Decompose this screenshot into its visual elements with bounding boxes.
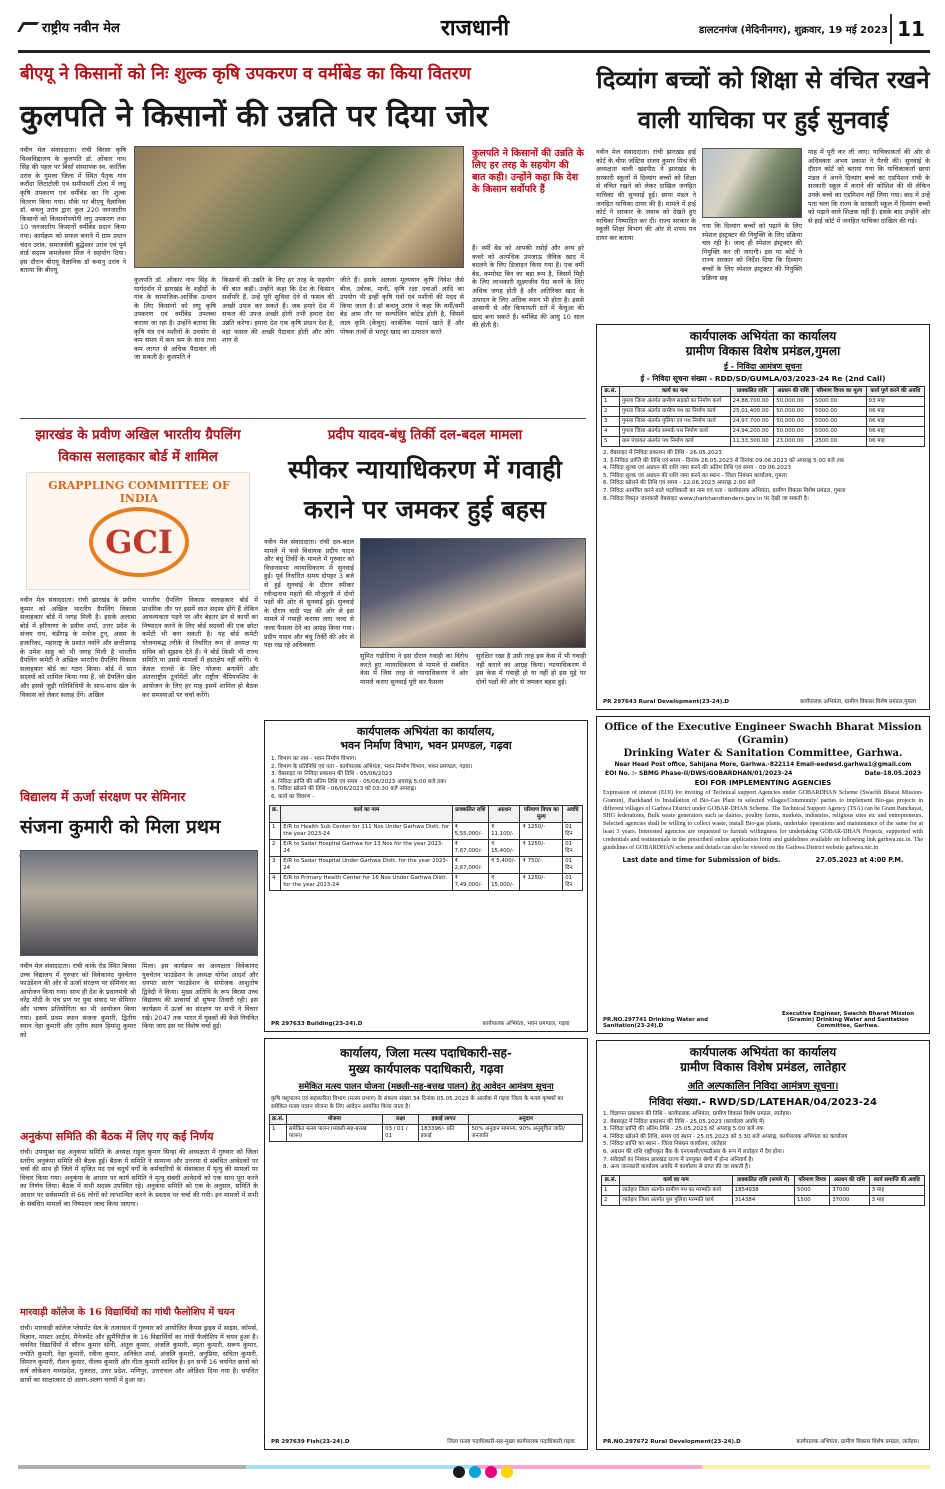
story5-headline: संजना कुमारी को मिला प्रथम (20, 816, 221, 838)
tender4-footer-right: जिला मत्स्य पदाधिकारी-सह-मुख्य कार्यपालक पदाधिकारी,गढ़वा (447, 1439, 575, 1445)
story2-headline: दिव्यांग बच्चों को शिक्षा से वंचित रखने वाली याचिका पर हुई सुनवाई (596, 65, 930, 134)
tender2-header-3: अग्रधन (489, 805, 520, 822)
tender3-eoi-row (605, 770, 921, 777)
story2-col1: नवीन मेल संवाददाता। रांची झारखंड हाई कोर्ट के चीफ जस्टिस संजय कुमार मिश्र की अध्यक्षता वाली खंडपीठ ने झारखंड के सरकारी स्कूलों में दिव्यांग बच्चों को शिक्षा से वंचित रखने को लेकर दाखिल जनहित याचिका की सुनवाई हुई। छाया मंडल ने जनहित याचिका दायर की है। मामले में हाई कोर्ट ने सरकार के जवाब को देखते हुए याचिका निष्पादित कर दी। राज्य सरकार के स्कूली शिक्षा विभाग की ओर से शपथ पत्र दायर कर बताया (596, 148, 696, 242)
tender1-note-line-6: 8. निविदा विस्तृत जानकारी वेबसाइट www.jharkhandtenders.gov.in पर देखी जा सकती है। (603, 495, 809, 502)
tender2-cell-0-2: ₹ 5,55,000/- (452, 822, 488, 839)
tender2-line-1: 2. विभाग के प्रतिनिधि एवं पता - कार्यपालक अभियंता, भवन निर्माण विभाग, भवन प्रमण्डल, गढ़वा। (271, 763, 473, 770)
tender2-title1: कार्यपालक अभियंता का कार्यालय, (356, 725, 496, 738)
tender1-title1: कार्यपालक अभियंता का कार्यालय (689, 329, 837, 343)
tender5-line-4: 5. निविदा प्राप्ति का स्थान - जिला निबंधन कार्यालय, लातेहार (603, 1141, 727, 1148)
story3-logo-text: GRAPPLING COMMITTEE OF INDIA (48, 479, 230, 505)
tender1-footer-left: PR 297643 Rural Development(23-24).D (603, 699, 730, 705)
tender1-header-1: कार्य का नाम (619, 387, 730, 397)
tender1-cell-3-4: 5000.00 (812, 427, 866, 437)
tender3-eoi-date: Date-18.05.2023 (864, 770, 921, 777)
story1-col4: जीते हैं। इसके अलावा मूल्यवान कृषि निवेश जैसे बीज, उर्वरक, पानी, कृषि रक्षा दवाओं आदि का उपयोग भी इन्हीं कृषि यंत्रों एवं मशीनों की मदद से किया जाता है। डॉ बन्धनु उरांव ने कहा कि वर्मी/वर्मी बेड आम तौर पर सल्पोलिन कोटेड होती है, जिसमें लाल कृमि (केंचुए) कार्बनिक पदार्थ खाते हैं और पोषक तत्वों से भरपूर खाद का उत्पादन करते (340, 276, 464, 336)
masthead-logo-text: राष्ट्रीय नवीन मेल (42, 21, 120, 36)
story2-col3: माह में पूरी कर ली जाए। याचिकाकर्ता की ओर से अधिवक्ता अभय प्रकाश ने पैरवी की। सुनवाई के दौरान कोर्ट को बताया गया कि याचिकाकर्ता छाया मंडल ने अपने दिव्यांग बच्चे का एडमिशन रांची के सरकारी स्कूल में कराने की कोशिश की थी लेकिन उनके बच्चे का एडमिशन नहीं लिया गया। बाद में उन्हें पता चला कि राज्य के सरकारी स्कूल में दिव्यांग बच्चों को पढ़ाने वाले शिक्षक नहीं हैं। इसके बाद उन्होंने ओर से हाई कोर्ट में जनहित याचिका दाखिल की गई। (808, 148, 930, 225)
story2-col2: गया कि दिव्यांग बच्चों को पढ़ाने के लिए स्पेशल इंस्ट्रक्टर की नियुक्ति के लिए प्रक्रिया चल रही है। जल्द ही स्पेशल इंस्ट्रक्टर की नियुक्ति कर ली जाएगी। इस पर कोर्ट ने राज्य सरकार को निर्देश दिया कि दिव्यांग बच्चों के लिए स्पेशल इंस्ट्रक्टर की नियुक्ति प्रक्रिया छह (702, 222, 802, 282)
tender5-title2: ग्रामीण विकास विशेष प्रमंडल, लातेहार (680, 1060, 846, 1074)
tender5-line-0: 1. विज्ञापन प्रकाशन की तिथि - कार्यपालक अभियंता, ग्रामीण विकास विशेष प्रमंडल, लातेहार। (603, 1111, 792, 1117)
tender3-lastdate: 27.05.2023 at 4:00 P.M. (815, 856, 904, 865)
story4-col3: सुरक्षित रखा है उसी तरह इस केस में भी गवाही नहीं कराने का आग्रह किया। न्यायाधिकरण में इस केस में गवाही हो या नहीं हो इस मुद्दे पर दोनों पक्षों की ओर से जमकर बहस हुई। (476, 652, 586, 686)
tender1-title2: ग्रामीण विकास विशेष प्रमंडल,गुमला (685, 344, 841, 358)
tender5-cell-1-0: 2 (602, 1195, 620, 1205)
tender5-title1: कार्यपालक अभियंता का कार्यालय (689, 1045, 837, 1059)
tender1-cell-4-4: 2500.00 (812, 437, 866, 447)
story1-col3: किसानों की उन्नति के लिए हर तरह के सहयोग की बात कही। उन्होंने कहा कि देश के किसान सर्वोपरि हैं, उन्हें पूरी सुविधा देने से फसल की अच्छी उपज कर सकते हैं। जब हमारे देश में सफल की उपज अच्छी होगी तभी हमारा देश उन्नति करेगा। हमारा देश एक कृषि प्रधान देश है, वहां फसल की अच्छी पैदावार होती और लोग शान से (222, 276, 334, 345)
tender1-cell-3-1: गुमला जिला अंतर्गत सम्पर्क पथ निर्माण कार्य (619, 427, 730, 437)
tender1-cell-2-4: 5000.00 (812, 417, 866, 427)
tender1-cell-2-5: 06 माह (866, 417, 924, 427)
tender1-note-line-5: 7. निविदा आमंत्रित करने वाले पदाधिकारी का नाम एवं पता - कार्यपालक अभियंता, ग्रामीण विकास विशेष प्रमंडल, गुमला (603, 487, 846, 494)
tender3-eoi-title: EOI FOR IMPLEMENTING AGENCIES (694, 779, 832, 787)
tender2-lines (271, 756, 581, 802)
tender1-cell-0-4: 5000.00 (812, 397, 866, 407)
tender5-cell-1-2: 314384 (732, 1195, 794, 1205)
tender4-header-4: अनुदान (469, 1115, 583, 1125)
tender4-header-3: इकाई लागत (418, 1115, 469, 1125)
story3-col2: भारतीय ग्रैपलिंग विकास सलाहकार बोर्ड में प्राथमिक तौर पर इसमें सात सदस्य होंगे हैं लेकिन आवश्यकता पड़ने पर और बेहतर ढंग से कार्यों का निष्पादन करने के लिए बोर्ड सदस्यों की एक छोटा कमेटी भी बना सकती है। यह बोर्ड कमेटी योजनाबद्ध तरीके से निर्धारित रूप से अध्यक्ष या सचिव को सुझाव देते हैं। ये बोर्ड किसी भी राज्य समिति या उससे मामलों में हस्तक्षेप नहीं करेंगे। ये केवल राज्यों के लिए योजना बनायेंगे और अंतरराष्ट्रीय टूर्नामेंटों और राष्ट्रीय चैंपियनशिप के आयोजन के लिए हर माह इसमें शामिल हो बैठक कर समस्याओं पर चर्चा करेंगे। (142, 596, 258, 699)
table-row (270, 873, 583, 890)
table-row (602, 397, 925, 407)
story1-divider (20, 418, 586, 419)
tender4-cell-0-3: 183396/- प्रति इकाई (418, 1125, 469, 1142)
tender1-subtitle: ई - निविदा आमंत्रण सूचना (724, 362, 802, 371)
tender5-header-3: परिमाण विपत्र (794, 1175, 829, 1185)
tender5-header-2: प्राक्कलित राशि (रूपये में) (732, 1175, 794, 1185)
story1-col2: कुलपति डॉ. ओंकार नाथ सिंह के मार्गदर्शन में झारखंड के शहीदों के गांव के सामाजिक-आर्थिक उत्थान के लिए किसानों को लघु कृषि उपकरण एवं वर्मीबेड उपलब्ध कराया जा रहा है। उन्होंने बताया कि कृषि यंत्र एवं मशीनों के उपयोग से कम समय में कम श्रम के साथ तथा कम लागत से अधिक पैदावार ली जा सकती है। कुलपति ने (134, 276, 216, 362)
tender4-cell-0-0: 1 (270, 1125, 287, 1142)
tender1-table-wrap (601, 386, 925, 447)
tender1-cell-1-0: 2 (602, 407, 620, 417)
story5-col2: मिला। इस कार्यक्रम का अध्यक्षता विवेकानंद युवचेतन फाउंडेशन के अध्यक्ष योगेश आदर्श और धनपत सारंग फाउंडेशन के संयोजक आशुतोष द्विवेदी ने किया। मुख्य अतिथि के रूप बिरसा उच्च विद्यालय की प्राचार्या डॉ सुषमा तिवारी रही। इस कार्यक्रम में ऊर्जा का संरक्षण पर सभी ने विचार रखे। 2047 तक भारत में युवकों की कैसे नियंत्रित किया जाए इस पर विशेष चर्चा हुई। (142, 962, 258, 1031)
tender5-header-0: क्र.सं. (602, 1175, 620, 1185)
tender5-header-4: अग्रधन की राशि (830, 1175, 869, 1185)
table-row (602, 407, 925, 417)
tender5-footer-left: PR.NO.297672 Rural Development(23-24).D (603, 1439, 741, 1445)
tender5-cell-1-3: 1500 (794, 1195, 829, 1205)
table-row (602, 427, 925, 437)
tender5-cell-0-5: 3 माह (869, 1185, 924, 1195)
story1-photo (134, 146, 464, 268)
tender5-line-6: 7. संवेदकों का निबंधन झारखंड राज्य में उपयुक्त श्रेणी में होना अनिवार्य है। (603, 1156, 754, 1163)
table-row (270, 856, 583, 873)
story1-headline: कुलपति ने किसानों की उन्नति पर दिया जोर (20, 99, 489, 134)
tender2-line-2: 3. वेबसाइट पर निविदा प्रकाशन की तिथि - 05/06/2023 (271, 771, 393, 778)
story1-pullquote: कुलपति ने किसानों की उन्नति के लिए हर तरह के सहयोग की बात कही। उन्होंने कहा कि देश के किसान सर्वोपरि हैं (472, 148, 584, 195)
tender5-line-3: 4. निविदा खोलने की तिथि, समय एवं स्थान - 25.05.2023 को 3.30 बजे अपराह्न, कार्यपालक अभियंता का कार्यालय (603, 1133, 848, 1140)
tender5-line-1: 2. वेबसाइट में निविदा प्रकाशन की तिथि - 25.05.2023 (कार्यालय अवधि में) (603, 1118, 765, 1125)
tender1-header-0: क्र.सं. (602, 387, 620, 397)
tender1-cell-0-5: 03 माह (866, 397, 924, 407)
story4-photo (360, 538, 586, 648)
tender4-header-1: योजना (286, 1115, 382, 1125)
tender1-ref: ई - निविदा सूचना संख्या - RDD/SD/GUMLA/03/2023-24 Re (2nd Call) (640, 374, 886, 383)
story4-col1: नवीन मेल संवाददाता। रांची दल-बदल मामले में फंसे विधायक प्रदीप यादव और बंधु तिर्की के मामले में गुरुवार को विधानसभा न्यायाधिकरण में सुनवाई हुई। पूर्व निर्धारित समय दोपहर 3 बजे से हुई सुनवाई के दौरान स्पीकर रवीन्द्रनाथ महतो की मौजूदगी में दोनों पक्षों की ओर से सुनवाई हुई। सुनवाई के दौरान वादी पक्ष की ओर से इस मामले में गवाही कराया जाए जल्द से जल्द फैसला देने का आग्रह किया गया। प्रदीप यादव और बंधु तिर्की की ओर से पक्ष रख रहे अधिवक्ता (264, 538, 354, 650)
dateline: डालटनगंज (मेदिनीनगर), शुक्रवार, 19 मई 2023 (698, 25, 888, 36)
tender2-cell-3-4: ₹ 1250/- (520, 873, 563, 890)
tender4-table (269, 1114, 583, 1142)
tender2-cell-2-5: 01 दिन (563, 856, 583, 873)
tender1-cell-4-2: 11,33,300.00 (730, 437, 774, 447)
tender5-table (601, 1175, 925, 1206)
tender1-cell-2-3: 50,000.00 (774, 417, 813, 427)
tender2-cell-2-3: ₹ 5,400/- (489, 856, 520, 873)
tender2-line-4: 5. निविदा खोलने की तिथि - 06/06/2023 को 03:30 बजे अपराह्न। (271, 786, 417, 793)
tender4-cell-0-4: 50% अनुदान सामान्य, 90% अनुसूचित जाति/जनजाति (469, 1125, 583, 1142)
table-row (270, 822, 583, 839)
story1-col1: नवीन मेल संवाददाता। रांची बिरसा कृषि विश्वविद्यालय के कुलपति डॉ. ओंकार नाथ सिंह की पहल पर बिर्सा संस्थापक स्व. कार्तिक उरांव के गुमला जिला में स्थित पैतृक गांव करौंदा लिटाटोली एवं समीपवर्ती टोला में लघु कृषि उपकरण एवं वर्मीबेड का निः शुल्क वितरण किया गया। मौके पर बीएयू वैज्ञानिक डॉ. बन्धनु उरांव द्वारा कुल 220 जनजातीय किसानों को किसानोपयोगी लघु उपकरण तथा 10 जनजातीय किसानों वर्मीबेड प्रदान किया गया। कार्यक्रम को सफल बनाने में ग्राम प्रधान चंदन उरांव, समाजसेवी बुद्धेश्वर उरांव एवं पूर्व वार्ड सदस्य कमलेश्वर मिंज ने सहयोग दिया। इस दौरान बीएयू वैज्ञानिक डॉ बन्धनु उरांव ने बताया कि बीएयू (20, 146, 126, 275)
tender2-footer-left: PR 297633 Building(23-24).D (271, 1021, 363, 1027)
story4-kicker: प्रदीप यादव-बंधु तिर्की दल-बदल मामला (327, 428, 523, 443)
tender1-cell-2-2: 24,97,700.00 (730, 417, 774, 427)
tender5-cell-1-4: 37000 (830, 1195, 869, 1205)
dot-cyan (469, 1466, 481, 1478)
dot-magenta (485, 1466, 497, 1478)
tender1-header-2: प्राक्कलित राशि (730, 387, 774, 397)
tender3-footer-left: PR.NO.297741 Drinking Water and Sanitation(23-24).D (603, 1017, 708, 1029)
tender4-cell-0-1: समेकित मत्स्य पालन (मछली-सह-बत्तख पालन) (286, 1125, 382, 1142)
story4-headline: स्पीकर न्यायाधिकरण में गवाही कराने पर जमकर हुई बहस (288, 455, 562, 524)
tender2-cell-1-4: ₹ 1250/- (520, 839, 563, 856)
tender1-cell-3-5: 06 माह (866, 427, 924, 437)
tender2-cell-0-1: E/R to Health Sub Center for 111 Nos Under Garhwa Distt. for the year 2023-24 (281, 822, 452, 839)
tender5-ref: निविदा संख्या.- RWD/SD/LATEHAR/04/2023-24 (649, 1097, 877, 1108)
section-title: राजधानी (440, 15, 510, 41)
tender2-cell-0-3: ₹ 11,100/- (489, 822, 520, 839)
story7-body: रांची। मारवाड़ी कॉलेज प्लेसमेंट सेल के तत्वाधान में गुरुवार को आयोजित कैंपस ड्राइव में साइंस, कॉमर्स, विज्ञान, मास्टर आर्ट्स, मैनेजमेंट और ह्यूमैनिटीज के 16 विद्यार्थियों का गांधी फैलोशिप में चयन हुआ है। चयनित विद्यार्थियों में सौरभ कुमार सोनी, अतुल कुमार, अंजलि कुमारी, स्मृता कुमारी, सरूप कुमार, ज्योति कुमारी, नेहा कुमारी, रवीना कुमार, अनिकेत शर्मा, अंजलि कुमारी, अनुप्रिया, सचिता कुमारी, सिमरन कुमारी, रौशन कुमार, नीलम कुमारी और गीता कुमारी शामिल हैं। इन सभी 16 चयनित छात्रों को कर्ष लोकेशन मध्यप्रदेश, गुजरात, उत्तर प्रदेश, मणिपुर, उत्तरांचल और ओडिशा दिया गया है। चयनित छात्रों का साक्षात्कार दो अलग-अलग चरणों में हुआ था। (20, 1324, 258, 1384)
tender2-box (264, 720, 588, 1032)
tender5-cell-0-0: 1 (602, 1185, 620, 1195)
table-row (270, 839, 583, 856)
bird-icon (17, 22, 39, 32)
tender2-line-5: 6. कार्य का विवरण - (271, 793, 315, 800)
tender5-table-wrap (601, 1175, 925, 1206)
table-row (602, 1195, 925, 1205)
tender2-line-0: 1. विभाग का नाम - भवन निर्माण विभाग। (271, 756, 357, 762)
print-color-strip (18, 1458, 930, 1476)
tender1-box (596, 324, 930, 710)
story3-logo-letters: GCI (89, 507, 189, 577)
tender3-lastdate-label: Last date and time for Submission of bids. (622, 856, 781, 865)
tender1-cell-1-5: 06 माह (866, 407, 924, 417)
tender2-cell-1-0: 2 (270, 839, 281, 856)
tender1-note-line-4: 6. निविदा खोलने की तिथि एवं समय - 12.06.2023 अपराह्न 2:00 बजे (603, 480, 755, 487)
tender1-cell-3-0: 4 (602, 427, 620, 437)
story2-photo (702, 148, 802, 218)
tender1-cell-4-3: 23,000.00 (774, 437, 813, 447)
tender3-eoi-no: EOI No. :- SBMG Phase-II/DWS/GOBARDHAN/01/2023-24 (605, 770, 793, 777)
tender1-cell-0-1: गुमला जिला अंतर्गत ग्रामीण सड़कों का निर्माण कार्य (619, 397, 730, 407)
tender1-cell-4-0: 5 (602, 437, 620, 447)
story5-kicker: विद्यालय में ऊर्जा संरक्षण पर सेमिनार (20, 789, 186, 804)
tender1-table (601, 386, 925, 447)
tender1-note-line-3: 5. निविदा शुल्क एवं अग्रधन की राशि जमा करने का स्थान - जिला निबंधन कार्यालय, गुमला (603, 472, 787, 479)
tender1-cell-0-0: 1 (602, 397, 620, 407)
tender1-note-line-2: 4. निविदा शुल्क एवं अग्रधन की राशि जमा करने की अंतिम तिथि एवं समय - 09.06.2023 (603, 465, 791, 472)
tender4-footer-left: PR 297639 Fish(23-24).D (271, 1439, 350, 1445)
tender2-cell-0-5: 01 दिन (563, 822, 583, 839)
tender2-cell-3-0: 4 (270, 873, 281, 890)
tender2-footer-right: कार्यपालक अभियंता, भवन प्रमण्डल, गढ़वा (482, 1021, 570, 1027)
tender4-title2: मुख्य कार्यपालक पदाधिकारी, गढ़वा (348, 1062, 504, 1076)
table-row (602, 437, 925, 447)
story1-col5: हैं। वर्मी बेड को आपकी रसोई और अन्य हरे कचरे को अत्यधिक उपजाऊ जैविक खाद में बदलने के लिए डिजाइन किया गया है। एक वर्मी बेड, कम्पोस्ट बिन का बड़ा रूप है, जिसमें मिट्टी के लिए लाभकारी सूक्ष्मजीव पैदा करने के लिए अधिक जगह होती है और अतिरिक्त खाद के उत्पादन के लिए अधिक स्थान भी होता है। इससे आसानी से और किफायती दरों में केंचुआ की खाद बना सकते हैं। वर्मीबेड की आयु 10 साल की होती है। (472, 244, 584, 330)
tender2-cell-3-5: 01 दिन (563, 873, 583, 890)
tender2-cell-1-5: 01 दिन (563, 839, 583, 856)
tender2-cell-2-2: ₹ 2,67,000/- (452, 856, 488, 873)
tender1-note-line-1: 3. ई-निविदा प्राप्ति की तिथि एवं समय - दिनांक 26.05.2023 से दिनांक 09.06.2023 को अपराह्न 5:00 बजे तक (603, 457, 845, 464)
tender1-cell-4-1: ग्राम पंचायत अंतर्गत पथ निर्माण कार्य (619, 437, 730, 447)
dot-black (453, 1466, 465, 1478)
tender4-box (264, 1038, 588, 1450)
tender5-lines (603, 1111, 923, 1172)
tender1-cell-2-0: 3 (602, 417, 620, 427)
tender1-cell-0-2: 24,88,700.00 (730, 397, 774, 407)
story3-headline: झारखंड के प्रवीण अखिल भारतीय ग्रैपलिंग विकास सलाहकार बोर्ड में शामिल (35, 427, 241, 465)
tender2-cell-0-4: ₹ 1250/- (520, 822, 563, 839)
registration-dots (438, 1461, 528, 1473)
tender1-cell-4-5: 06 माह (866, 437, 924, 447)
masthead-logo (20, 12, 140, 46)
tender2-line-3: 4. निविदा प्राप्ति की अंतिम तिथि एवं समय - 05/06/2023 अपराह्न 5:00 बजे तक। (271, 778, 447, 785)
tender3-body: Expression of interest (EOI) for inviting of Technical support Agencies under GOBARDHAN Scheme (Swachh Bharat Mission-Gramin), Jharkhand to Installation of Bio-Gas Plant in selected villages/Community/ parties to implement Bio-gas projects in different villages of Garhwa District under GOBAR-DHAN Scheme. The Technical Support Agency (TSA) can be Gram Panchayat, SHG federations, Bulk waste generators such as dairies, poultry farms, markets, industries, religious sites etc and entrepreneurs. Selected agencies shall be willing to collect waste, install Bio-gas plants, undertake operations and maintenance of the same for at least 3 years. Interested agencies are requested to furnish willingness for undertaking GOBAR-DHAN Projects, supported with credentials and testimonials in the prescribed online application form and guidelines available on following link garhwa.nic.in. The guidelines of GOBARDHAN scheme and details can also be viewed on the Garhwa District website garhwa.nic.in (603, 790, 923, 851)
tender1-cell-3-3: 50,000.00 (774, 427, 813, 437)
tender2-table-wrap (269, 805, 583, 891)
tender5-header-5: कार्य समाप्ति की अवधि (869, 1175, 924, 1185)
tender3-address: Near Head Post office, Sahijana More, Garhwa.-822114 Email-eedwsd.garhwa1@gmail.com (614, 762, 912, 768)
tender1-header-5: कार्य पूर्ण करने की अवधि (866, 387, 924, 397)
tender2-cell-0-0: 1 (270, 822, 281, 839)
story6-body: रांची। उपायुक्त सह अनुकंपा समिति के अध्यक्ष राहुल कुमार सिन्हा की अध्यक्षता में गुरुवार को जिला स्तरीय अनुकंपा समिति की बैठक हुई। बैठक में समिति ने सामान्य और उत्तरमा से संबंधित आवेदकों पर चर्चा की साथ ही जिले में सृजित पद एवं चतुर्थ वर्गों के कर्मचारियों के सेवाकाल में मृत्यु की मामलों पर विचार किया गया। अनुकंपा के आधार पर कार्य समिति ने मृत्यु संबंधी आवेदनों को एक साथ पूरा करने का निर्णय लिया। बैठक में सभी सदस्य उपस्थित रहे। अनुकंपा समिति को एक के अनुसार, समिति के आधार पर सर्वसम्मति से 66 लोगों को लाभान्वित करने के प्रस्ताव पर चर्चा की गयी। इन मामलों में सभी के संबंधित मामलों का निष्पादन जल्द किया जाएगा। (20, 1148, 258, 1208)
tender4-title1: कार्यालय, जिला मत्स्य पदाधिकारी-सह- (340, 1046, 512, 1060)
tender4-header-2: लक्ष्य (383, 1115, 419, 1125)
tender2-cell-3-2: ₹ 7,49,000/- (452, 873, 488, 890)
tender5-line-5: 6. अग्रधन की राशि राष्ट्रीयकृत बैंक के एनएससी/एफडीआर के रूप में लातेहार में देय होगा। (603, 1148, 784, 1155)
story5-photo (20, 850, 258, 956)
tender3-title1: Office of the Executive Engineer Swachh Bharat Mission (Gramin) (604, 722, 922, 746)
tender1-cell-1-2: 25,01,400.00 (730, 407, 774, 417)
tender5-cell-1-5: 3 माह (869, 1195, 924, 1205)
tender2-table (269, 805, 583, 891)
tender5-cell-1-1: लातेहार जिला अंतर्गत पुल पुलिया मरम्मति कार्य (620, 1195, 732, 1205)
tender5-line-2: 3. निविदा प्राप्ति की अंतिम तिथि - 25.05.2023 को अपराह्न 5.00 बजे तक (603, 1126, 764, 1133)
tender1-cell-2-1: गुमला जिला अंतर्गत पुलिया एवं पथ निर्माण कार्य (619, 417, 730, 427)
tender2-title2: भवन निर्माण विभाग, भवन प्रमण्डल, गढ़वा (340, 739, 512, 752)
tender5-box (596, 1040, 930, 1450)
tender1-header-3: अग्रधन की राशि (774, 387, 813, 397)
tender2-cell-3-3: ₹ 15,000/- (489, 873, 520, 890)
tender4-table-wrap (269, 1114, 583, 1142)
dot-yellow (501, 1466, 513, 1478)
tender2-header-1: कार्य का नाम (281, 805, 452, 822)
tender3-box (596, 716, 930, 1034)
table-row (602, 1185, 925, 1195)
tender3-title2: Drinking Water & Sanitation Committee, Garhwa. (623, 748, 903, 759)
page-number: 11 (890, 14, 930, 44)
story4-col2: सुमित गड़ोदिया ने इस दौरान गवाही का विरोध करते हुए न्यायाधिकरण से मामले से संबंधित केस में जिस तरह से न्यायाधिकरण ने ओर मामले कराए सुनवाई पूरी कर फैसला (360, 652, 468, 686)
tender2-cell-1-3: ₹ 15,400/- (489, 839, 520, 856)
tender2-header-0: क्र. (270, 805, 281, 822)
tender1-cell-0-3: 50,000.00 (774, 397, 813, 407)
tender5-subtitle: अति अल्पकालिन निविदा आमंत्रण सूचना। (687, 1081, 839, 1092)
tender1-notes (603, 450, 923, 503)
tender2-cell-2-1: E/R to Sadar Hospital Under Garhwa Distt. for the year 2023-24 (281, 856, 452, 873)
story3-col1: नवीन मेल संवाददाता। रांची झारखंड के प्रवीण कुमार को अखिल भारतीय ग्रैपलिंग विकास सलाहकार बोर्ड में जगह मिली है। इसके अलावा बोर्ड में हरियाणा के प्रवीण शर्मा, उत्तर प्रदेश के संजय राय, चंडीगढ़ के मनोज टुन्, असम के हजारिका, महाराष्ट्र के प्रशांत नवाँने और छत्तीसगढ़ के उमेश साहू को भी जगह मिली है भारतीय ग्रैपलिंग कमेटी ने अखिल भारतीय ग्रैपलिंग विकास सलाहकार बोर्ड का गठन किया। बोर्ड में सात सदस्यों को शामिल किया गया है, जो ग्रैपलिंग खेल और इससे जुड़ी गतिविधियों के साथ-साथ खेल के विकास को लेकर सलाह देंगे। अखिल (20, 596, 136, 699)
tender2-cell-1-1: E/R to Sadar Hospital Garhwa for 13 Nos for the year 2023-24 (281, 839, 452, 856)
tender4-subtitle: समेकित मत्स्य पालन योजना (मछली-सह-बत्तख पालन) हेतु आवेदन आमंत्रण सूचना (298, 1081, 554, 1091)
tender1-cell-1-1: गुमला जिला अंतर्गत ग्रामीण पथ का निर्माण कार्य (619, 407, 730, 417)
tender1-header-4: परिमाण विपत्र का मूल्य (812, 387, 866, 397)
tender5-footer-right: कार्यपालक अभियंता, ग्रामीण विकास विशेष प्रमंडल, लातेहार। (796, 1439, 920, 1445)
tender2-header-2: प्राक्कलित राशि (452, 805, 488, 822)
tender5-cell-0-2: 1854938 (732, 1185, 794, 1195)
tender4-cell-0-2: 03 / 01 / 01 (383, 1125, 419, 1142)
tender5-header-1: कार्य का नाम (620, 1175, 732, 1185)
story7-headline: मारवाड़ी कॉलेज के 16 विद्यार्थियों का गांधी फैलोशिप में चयन (20, 1307, 235, 1318)
tender4-intro: कृषि पशुपालन एवं सहकारिता विभाग (मत्स्य प्रभाग) के संकल्प संख्या 34 दिनांक 05.05.2023 के आलोक में गढ़वा जिला के मत्स्य कृषकों का समेकित मत्स्य पालन योजना के लिए आवेदन आमंत्रित किया जाता है। (271, 1096, 564, 1110)
tender2-header-4: परिमाण विपत्र का मूल्य (520, 805, 563, 822)
tender1-cell-3-2: 24,94,200.00 (730, 427, 774, 437)
tender3-lastdate-row (605, 856, 921, 864)
masthead-rule (18, 50, 930, 53)
tender2-cell-2-4: ₹ 750/- (520, 856, 563, 873)
tender2-cell-3-1: E/R to Primary Health Center for 16 Nos Under Garhwa Distt. for the year 2023-24 (281, 873, 452, 890)
table-row (270, 1125, 583, 1142)
tender2-header-5: अवधि (563, 805, 583, 822)
tender3-footer-right: Executive Engineer, Swachh Bharat Mission (Gramin) Drinking Water and Sanitation Committee, Garhwa. (781, 1011, 915, 1029)
story5-col1: नवीन मेल संवाददाता। रांची कांके रोड स्थित बिरसा उच्च विद्यालय में गुरुवार को विवेकानंद युवचेतन फाउंडेशन की ओर से ऊर्जा संरक्षण पर सेमिनार का आयोजन किया गया। साथ ही देश के प्रधानमंत्री श्री नरेंद्र मोदी के पंच प्रण पर युवा संवाद पर सेमिनार और भाषण प्रतियोगिता का भी आयोजन किया गया। इसमें प्रथम स्थान संजना कुमारी, द्वितीय स्थान नेहा कुमारी और तृतीय स्थान हिमांशु कुमार को (20, 962, 136, 1039)
tender1-footer-right: कार्यपालक अभियंता, ग्रामीण विकास विशेष प्रमंडल,गुमला (800, 699, 916, 705)
tender5-line-7: 8. अन्य जानकारी कार्यालय अवधि में कार्यालय से प्राप्त की जा सकती है। (603, 1164, 751, 1171)
story3-logo (26, 472, 250, 590)
tender2-cell-2-0: 3 (270, 856, 281, 873)
tender2-cell-1-2: ₹ 7,67,000/- (452, 839, 488, 856)
story1-kicker: बीएयू ने किसानों को निः शुल्क कृषि उपकरण व वर्मीबेड का किया वितरण (20, 64, 471, 84)
tender5-cell-0-3: 5000 (794, 1185, 829, 1195)
tender5-cell-0-4: 37000 (830, 1185, 869, 1195)
tender5-cell-0-1: लातेहार जिला अंतर्गत ग्रामीण पथ का मरम्मति कार्य (620, 1185, 732, 1195)
tender1-cell-1-3: 50,000.00 (774, 407, 813, 417)
tender1-note-line-0: 2. वेबसाइट में निविदा प्रकाशन की तिथि - 26.05.2023 (603, 450, 722, 456)
story6-headline: अनुकंपा समिति की बैठक में लिए गए कई निर्णय (20, 1130, 214, 1143)
tender4-header-0: क्र.सं. (270, 1115, 287, 1125)
tender1-cell-1-4: 5000.00 (812, 407, 866, 417)
table-row (602, 417, 925, 427)
